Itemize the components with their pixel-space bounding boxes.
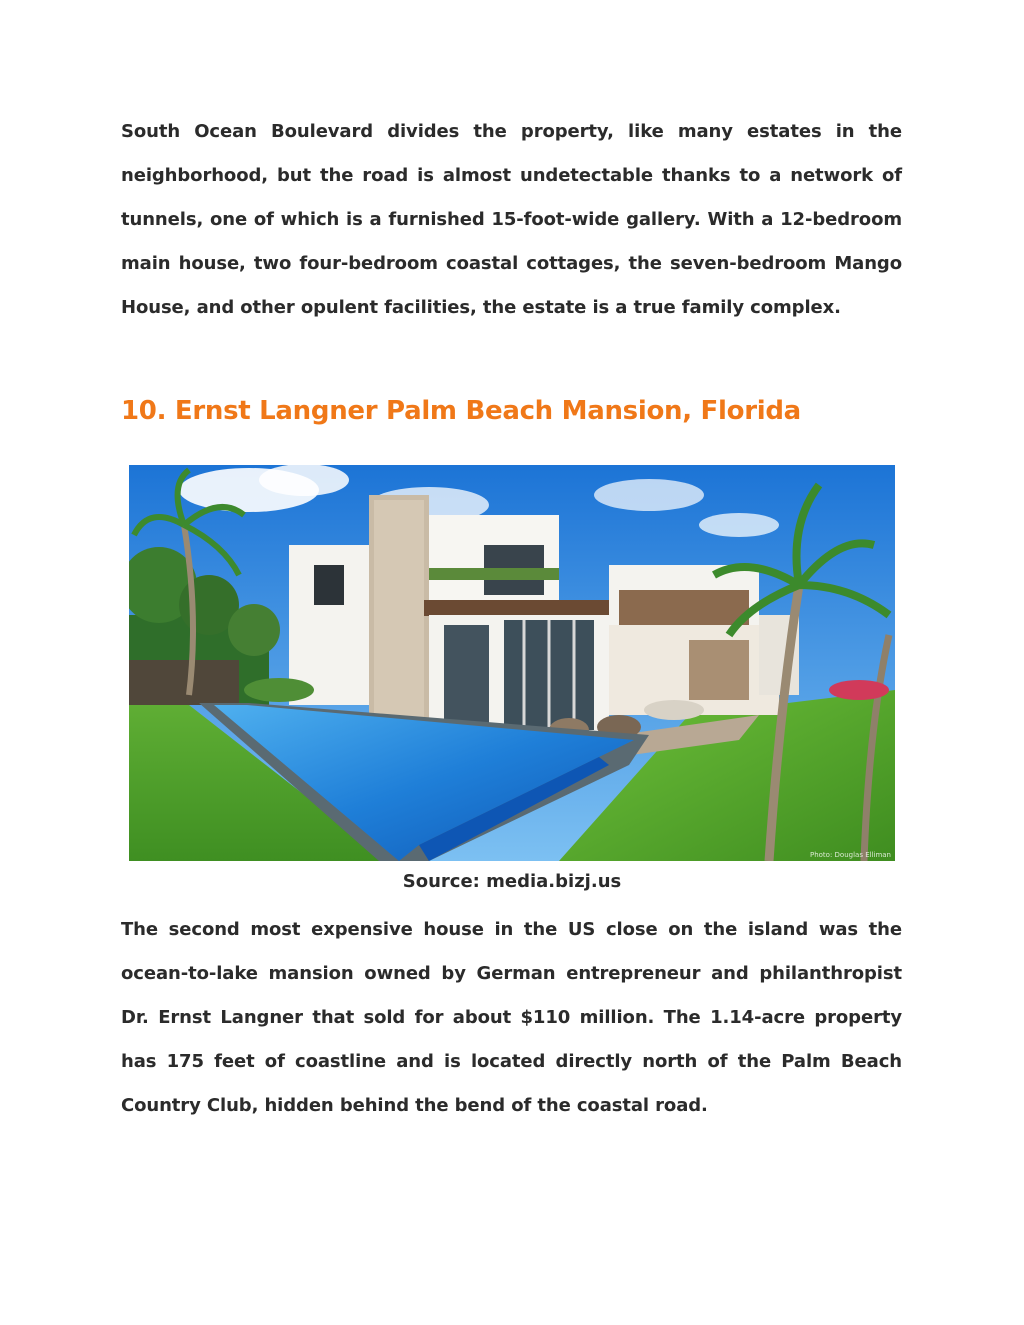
photo-credit: Photo: Douglas Elliman [809,851,891,859]
image-caption: Source: media.bizj.us [402,871,622,892]
body-paragraph: The second most expensive house in the US close on the island was the ocean-to-lake mansion owned by German entrepreneur and philanthropist Dr. Ernst Langner that sold for about $110 million. The 1.14-acre property has 175 feet of coastline and is located directly north of the Palm Beach Country Club, hidden behind the bend of the coastal road. [121,919,902,1116]
mansion-photo [129,465,895,861]
intro-paragraph: South Ocean Boulevard divides the property, like many estates in the neighborhood, but the road is almost undetectable thanks to a network of tunnels, one of which is a furnished 15-foot-wide gallery. With a 12-bedroom main house, two four-bedroom coastal cottages, the seven-bedroom Mango House, and other opulent facilities, the estate is a true family complex. [121,121,902,318]
section-heading: 10. Ernst Langner Palm Beach Mansion, Florida [121,396,801,426]
